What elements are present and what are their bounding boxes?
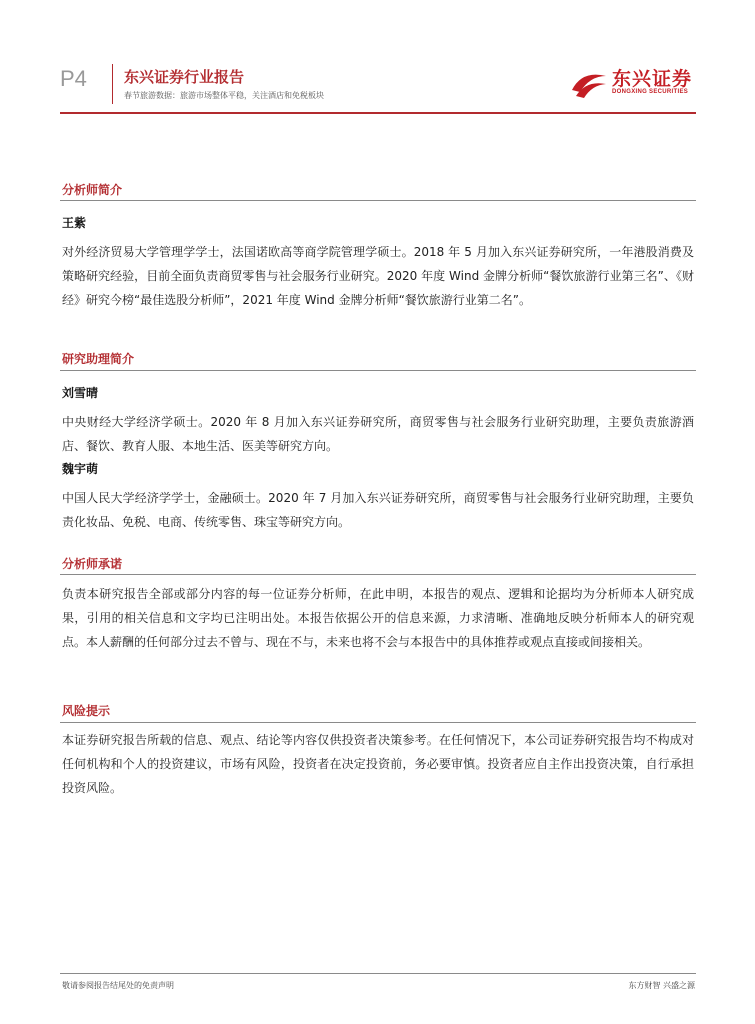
analyst-name: 王紫 bbox=[62, 216, 87, 230]
report-title: 东兴证券行业报告 bbox=[124, 68, 245, 86]
footer-slogan: 东方财智 兴盛之源 bbox=[628, 981, 695, 990]
company-logo-icon bbox=[568, 62, 610, 104]
section-title-risk: 风险提示 bbox=[62, 704, 111, 718]
assistant-name-2: 魏宇萌 bbox=[62, 462, 99, 476]
analyst-bio: 对外经济贸易大学管理学学士，法国诺欧高等商学院管理学硕士。2018 年 5 月加入东兴证券研究所，一年港股消费及策略研究经验，目前全面负责商贸零售与社会服务行业研究。2020 年度 Wind 金牌分析师“餐饮旅游行业第三名”、《财经》研究今榜“最佳选股分析师”，2021 年度 Wind 金牌分析师“餐饮旅游行业第二名”。 bbox=[62, 245, 694, 307]
logo-text-cn: 东兴证券 bbox=[612, 68, 693, 90]
section-title-analyst: 分析师简介 bbox=[62, 183, 123, 197]
section-rule bbox=[60, 370, 696, 371]
company-logo bbox=[568, 62, 698, 104]
section-rule bbox=[60, 200, 696, 201]
report-subtitle: 春节旅游数据：旅游市场整体平稳，关注酒店和免税板块 bbox=[124, 91, 324, 100]
header-rule bbox=[60, 112, 696, 114]
assistant-bio-2: 中国人民大学经济学学士，金融硕士。2020 年 7 月加入东兴证券研究所，商贸零售与社会服务行业研究助理，主要负责化妆品、免税、电商、传统零售、珠宝等研究方向。 bbox=[62, 491, 694, 529]
footer-disclaimer: 敬请参阅报告结尾处的免责声明 bbox=[62, 981, 174, 990]
section-title-commitment: 分析师承诺 bbox=[62, 557, 123, 571]
section-title-assistants: 研究助理简介 bbox=[62, 352, 135, 366]
assistant-bio-1: 中央财经大学经济学硕士。2020 年 8 月加入东兴证券研究所，商贸零售与社会服务行业研究助理，主要负责旅游酒店、餐饮、教育人服、本地生活、医美等研究方向。 bbox=[62, 415, 694, 453]
risk-text: 本证券研究报告所载的信息、观点、结论等内容仅供投资者决策参考。在任何情况下，本公司证券研究报告均不构成对任何机构和个人的投资建议，市场有风险，投资者在决定投资前，务必要审慎。投资者应自主作出投资决策，自行承担投资风险。 bbox=[62, 733, 694, 795]
page-number: P4 bbox=[60, 66, 87, 91]
header-divider bbox=[112, 64, 113, 104]
logo-text-en: DONGXING SECURITIES bbox=[612, 89, 689, 95]
footer-rule bbox=[60, 973, 696, 974]
commitment-text: 负责本研究报告全部或部分内容的每一位证券分析师，在此申明，本报告的观点、逻辑和论据均为分析师本人研究成果，引用的相关信息和文字均已注明出处。本报告依据公开的信息来源，力求清晰、准确地反映分析师本人的研究观点。本人薪酬的任何部分过去不曾与、现在不与，未来也将不会与本报告中的具体推荐或观点直接或间接相关。 bbox=[62, 587, 694, 649]
assistant-name-1: 刘雪晴 bbox=[62, 386, 99, 400]
section-rule bbox=[60, 722, 696, 723]
section-rule bbox=[60, 574, 696, 575]
